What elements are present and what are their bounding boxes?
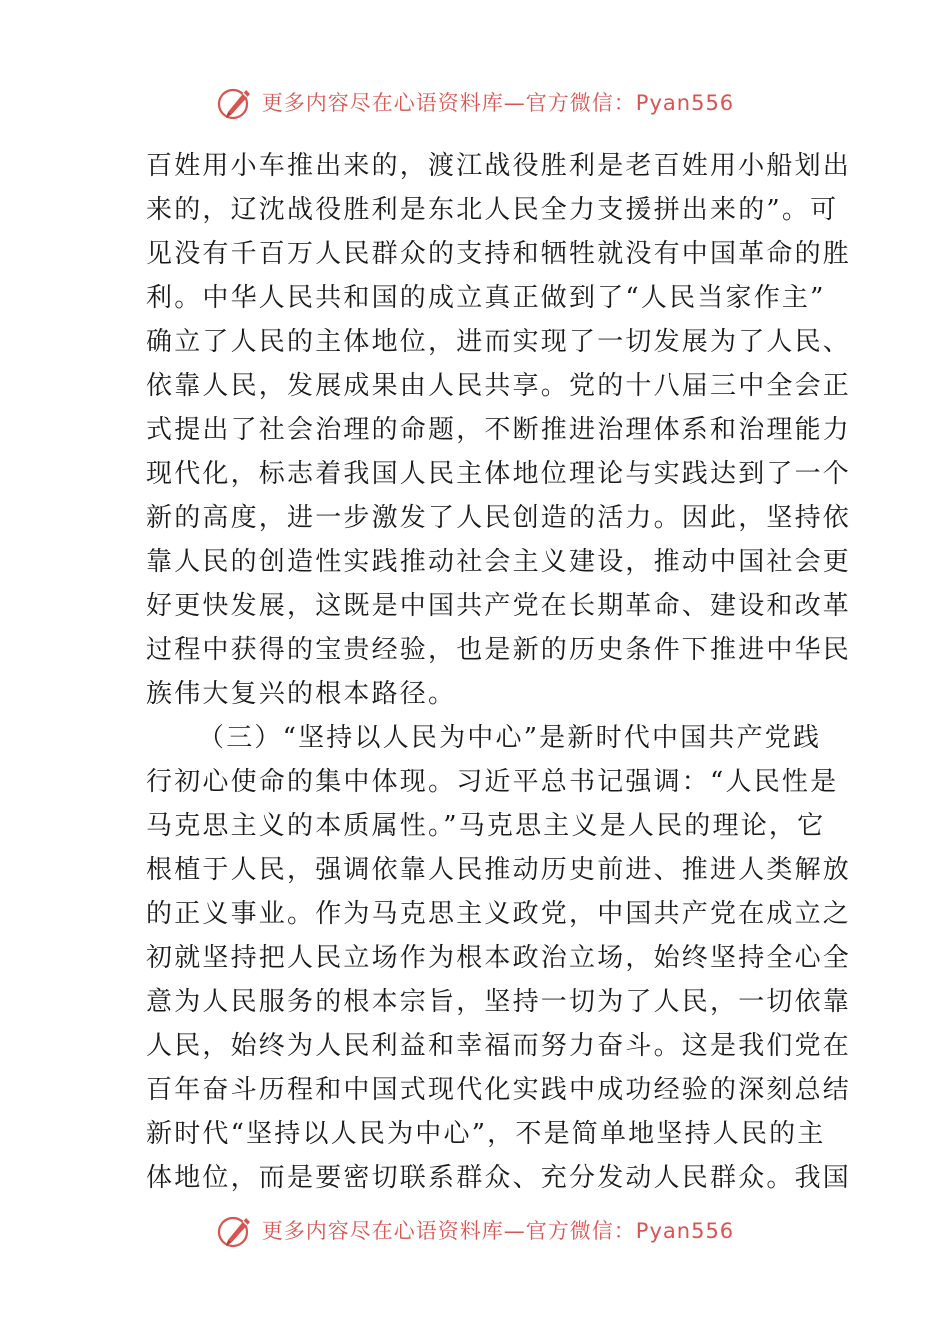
body-line: 新的高度，进一步激发了人民创造的活力。因此，坚持依	[146, 503, 852, 533]
body-line: 利。中华人民共和国的成立真正做到了“人民当家作主”	[146, 283, 826, 313]
body-line: 过程中获得的宝贵经验，也是新的历史条件下推进中华民	[146, 635, 852, 665]
section-heading-line: （三）“坚持以人民为中心”是新时代中国共产党践	[198, 723, 822, 753]
footer-banner-text: 更多内容尽在心语资料库—官方微信：Pyan556	[261, 1219, 735, 1243]
body-line: 人民，始终为人民利益和幸福而努力奋斗。这是我们党在	[146, 1031, 852, 1061]
body-line: 百年奋斗历程和中国式现代化实践中成功经验的深刻总结	[146, 1075, 852, 1105]
header-banner	[0, 80, 950, 124]
body-line: 百姓用小车推出来的，渡江战役胜利是老百姓用小船划出	[146, 151, 852, 181]
header-banner-text: 更多内容尽在心语资料库—官方微信：Pyan556	[261, 91, 735, 115]
body-line: 根植于人民，强调依靠人民推动历史前进、推进人类解放	[146, 855, 852, 885]
document-body	[146, 144, 852, 1200]
body-line: 行初心使命的集中体现。习近平总书记强调：“人民性是	[146, 767, 839, 797]
body-line: 来的，辽沈战役胜利是东北人民全力支援拼出来的”。可	[146, 195, 839, 225]
body-line: 新时代“坚持以人民为中心”，不是简单地坚持人民的主	[146, 1119, 826, 1149]
body-line: 靠人民的创造性实践推动社会主义建设，推动中国社会更	[146, 547, 852, 577]
body-line: 确立了人民的主体地位，进而实现了一切发展为了人民、	[146, 327, 852, 357]
body-line: 好更快发展，这既是中国共产党在长期革命、建设和改革	[146, 591, 852, 621]
body-line: 的正义事业。作为马克思主义政党，中国共产党在成立之	[146, 899, 852, 929]
pen-nib-logo-icon	[216, 1210, 256, 1250]
body-line: 见没有千百万人民群众的支持和牺牲就没有中国革命的胜	[146, 239, 852, 269]
body-line: 体地位，而是要密切联系群众、充分发动人民群众。我国	[146, 1163, 852, 1193]
body-line: 意为人民服务的根本宗旨，坚持一切为了人民，一切依靠	[146, 987, 852, 1017]
body-line: 初就坚持把人民立场作为根本政治立场，始终坚持全心全	[146, 943, 852, 973]
body-line: 现代化，标志着我国人民主体地位理论与实践达到了一个	[146, 459, 852, 489]
pen-nib-logo-icon	[216, 82, 256, 122]
body-line: 式提出了社会治理的命题，不断推进治理体系和治理能力	[146, 415, 852, 445]
body-line: 依靠人民，发展成果由人民共享。党的十八届三中全会正	[146, 371, 852, 401]
footer-banner	[0, 1208, 950, 1252]
body-line: 族伟大复兴的根本路径。	[146, 679, 457, 709]
body-line: 马克思主义的本质属性。”马克思主义是人民的理论，它	[146, 811, 826, 841]
